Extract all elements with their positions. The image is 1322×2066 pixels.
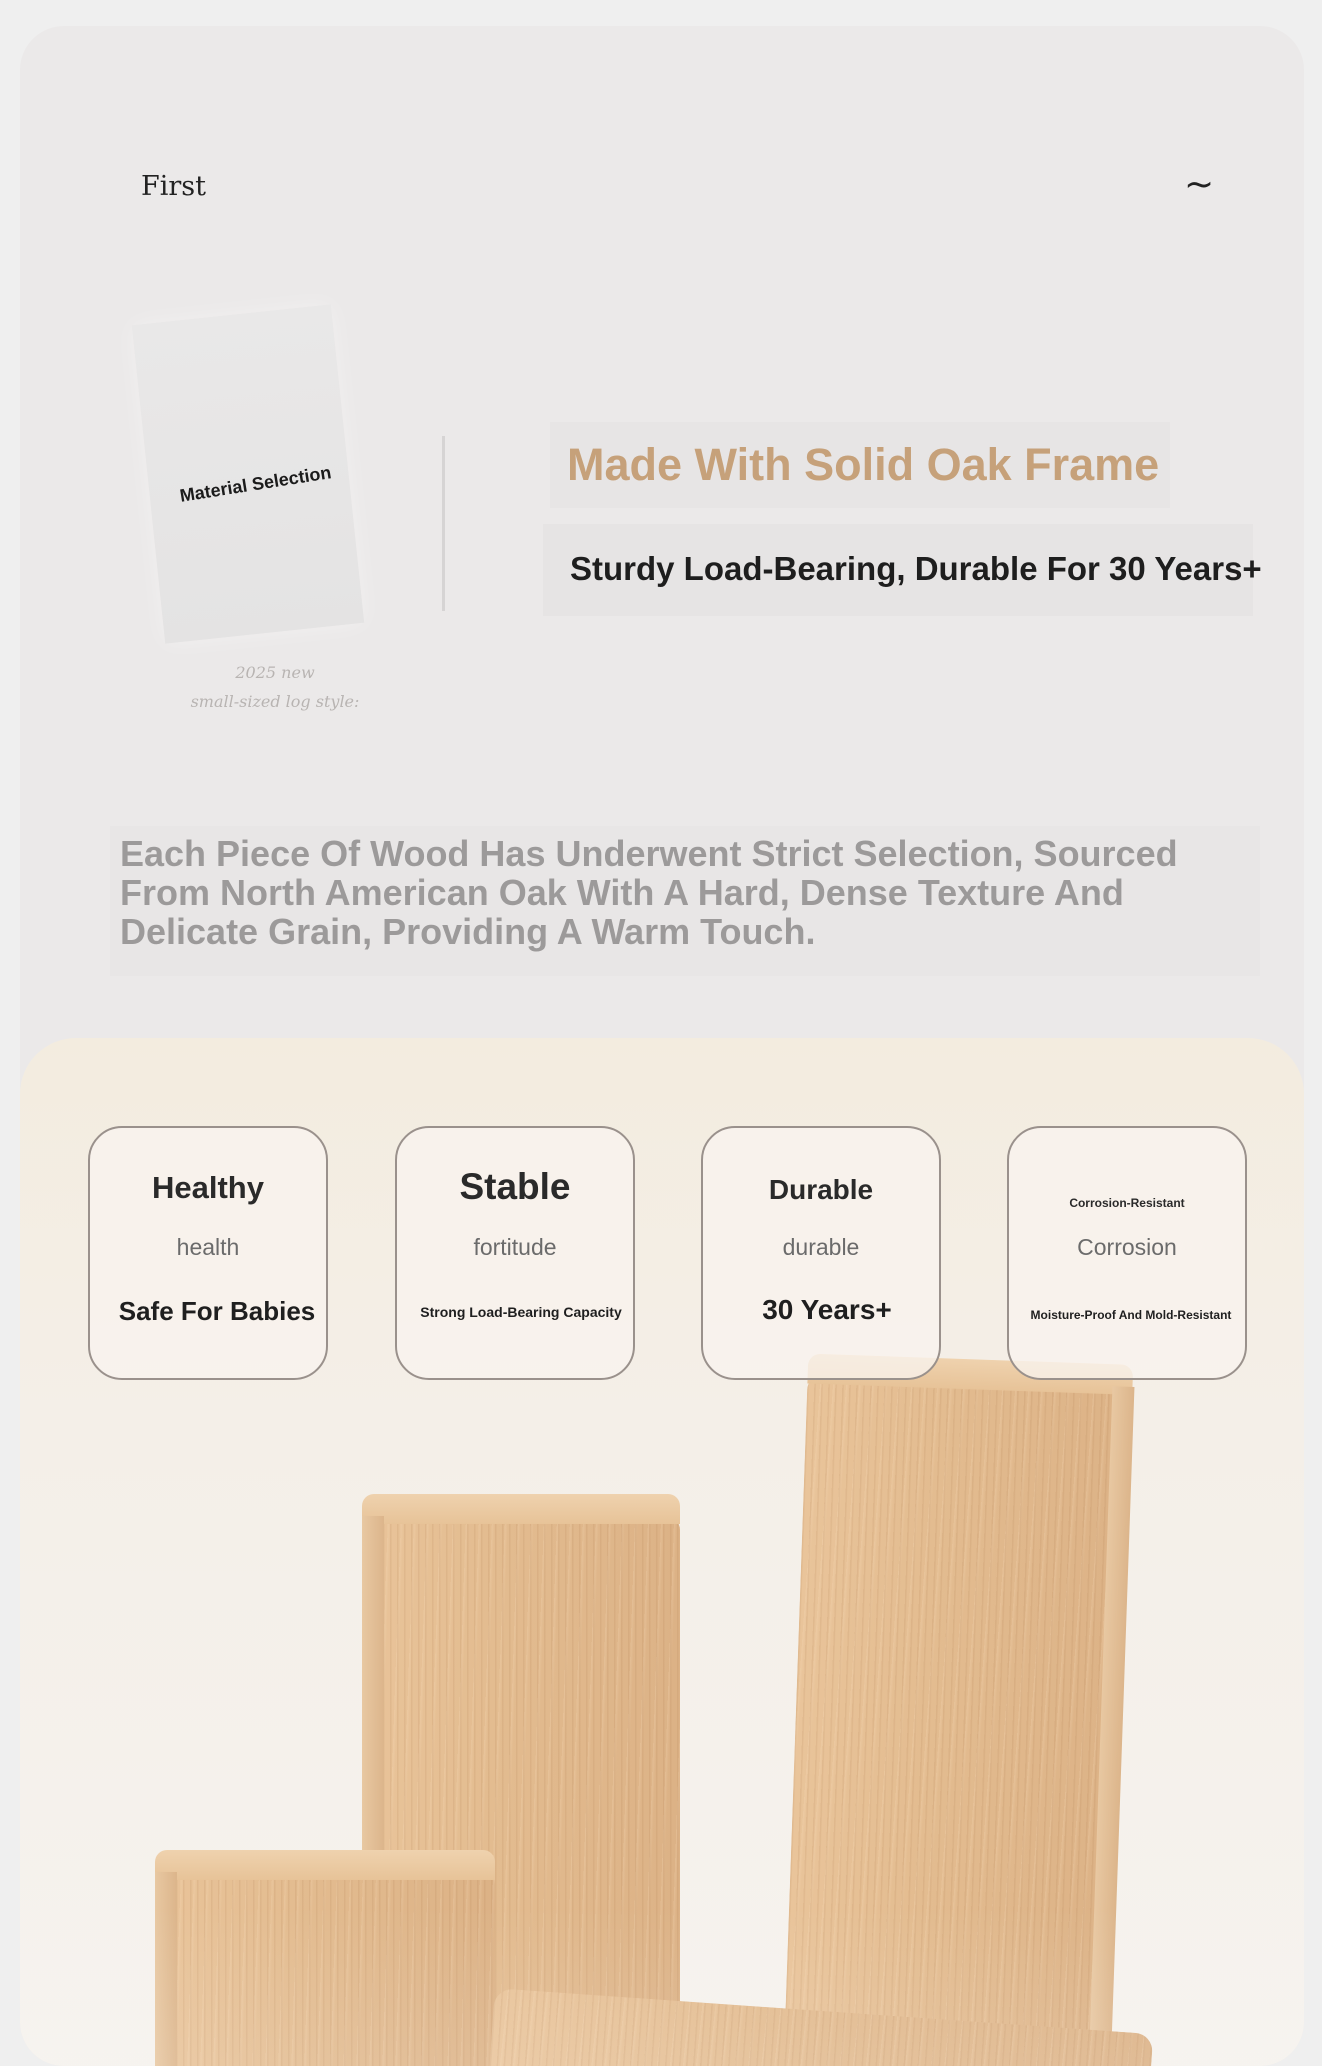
feature-card-corrosion xyxy=(1007,1126,1247,1380)
tag-script-line2: small-sized log style: xyxy=(190,692,360,711)
wood-block-medium-top xyxy=(362,1494,680,1524)
wood-block-short xyxy=(155,1872,495,2066)
divider-line xyxy=(442,436,445,611)
feature-title: Healthy xyxy=(152,1170,264,1205)
tag-script-line1: 2025 new xyxy=(235,663,315,682)
wood-block-tall xyxy=(783,1376,1133,2066)
feature-subtitle: health xyxy=(176,1234,240,1260)
menu-tilde-icon[interactable]: ~ xyxy=(1184,164,1215,205)
material-tag-label: Material Selection xyxy=(178,462,333,506)
feature-card-healthy xyxy=(88,1126,328,1380)
wood-block-short-side xyxy=(155,1872,177,2066)
feature-title: Corrosion-Resistant xyxy=(1069,1196,1185,1210)
feature-title: Stable xyxy=(459,1166,571,1207)
feature-note: Safe For Babies xyxy=(118,1296,316,1326)
feature-card-stable xyxy=(395,1126,635,1380)
description-text: Each Piece Of Wood Has Underwent Strict Selection, Sourced From North American Oak With A Hard, Dense Texture And Delicate Grain, Providing A Warm Touch. xyxy=(120,833,1178,952)
feature-note: Strong Load-Bearing Capacity xyxy=(420,1304,622,1320)
feature-note: Moisture-Proof And Mold-Resistant xyxy=(1030,1308,1232,1322)
feature-title: Durable xyxy=(768,1174,874,1205)
feature-note: 30 Years+ xyxy=(762,1294,892,1325)
hero-headline: Made With Solid Oak Frame xyxy=(567,439,1160,490)
brand-logo[interactable]: First xyxy=(141,171,206,202)
feature-card-durable xyxy=(701,1126,941,1380)
feature-subtitle: durable xyxy=(782,1234,860,1260)
page-card xyxy=(20,26,1304,2066)
wood-block-short-top xyxy=(155,1850,495,1880)
hero-subheadline: Sturdy Load-Bearing, Durable For 30 Years+ xyxy=(570,550,1262,587)
feature-subtitle: Corrosion xyxy=(1077,1234,1177,1260)
material-tag-script xyxy=(160,658,390,716)
feature-subtitle: fortitude xyxy=(473,1234,557,1260)
